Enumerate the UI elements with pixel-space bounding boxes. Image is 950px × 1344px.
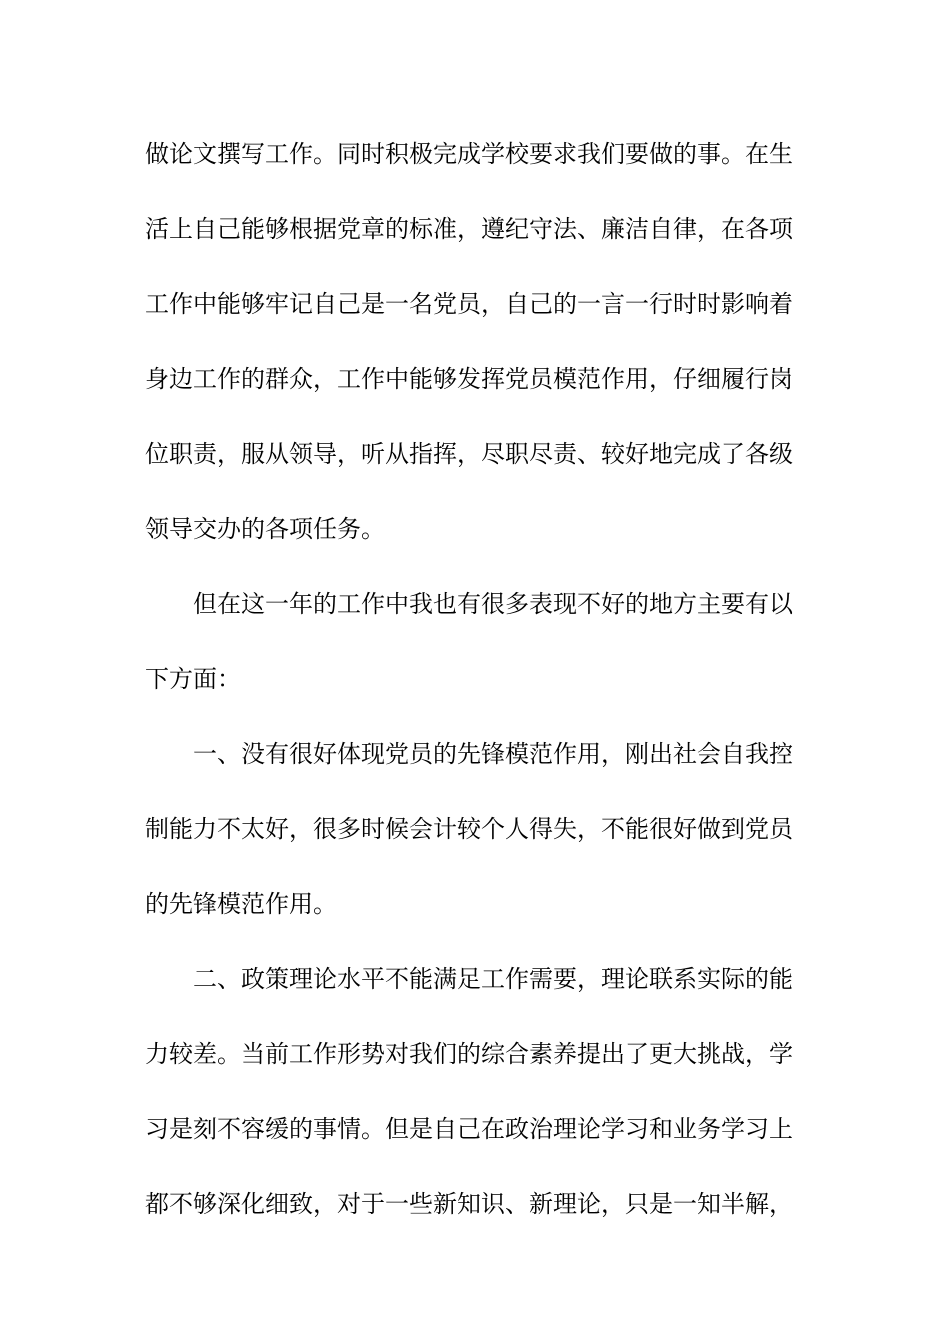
paragraph-first-line: 二、政策理论水平不能满足工作需要，理论联系实际的能	[193, 965, 793, 993]
text-line: 位职责，服从领导，听从指挥，尽职尽责、较好地完成了各级	[145, 440, 793, 468]
text-line: 的先锋模范作用。	[145, 890, 337, 918]
text-line: 都不够深化细致，对于一些新知识、新理论，只是一知半解，	[145, 1190, 793, 1218]
body-text	[145, 130, 810, 1255]
text-line: 工作中能够牢记自己是一名党员，自己的一言一行时时影响着	[145, 290, 793, 318]
text-line: 习是刻不容缓的事情。但是自己在政治理论学习和业务学习上	[145, 1115, 793, 1143]
text-line: 力较差。当前工作形势对我们的综合素养提出了更大挑战，学	[145, 1040, 793, 1068]
text-line: 做论文撰写工作。同时积极完成学校要求我们要做的事。在生	[145, 140, 793, 168]
text-line: 活上自己能够根据党章的标准，遵纪守法、廉洁自律，在各项	[145, 215, 793, 243]
paragraph-first-line: 一、没有很好体现党员的先锋模范作用，刚出社会自我控	[193, 740, 793, 768]
text-line: 制能力不太好，很多时候会计较个人得失，不能很好做到党员	[145, 815, 793, 843]
paragraph-first-line: 但在这一年的工作中我也有很多表现不好的地方主要有以	[193, 590, 793, 618]
text-line: 下方面：	[145, 665, 241, 693]
text-line: 身边工作的群众，工作中能够发挥党员模范作用，仔细履行岗	[145, 365, 793, 393]
text-line: 领导交办的各项任务。	[145, 515, 385, 543]
